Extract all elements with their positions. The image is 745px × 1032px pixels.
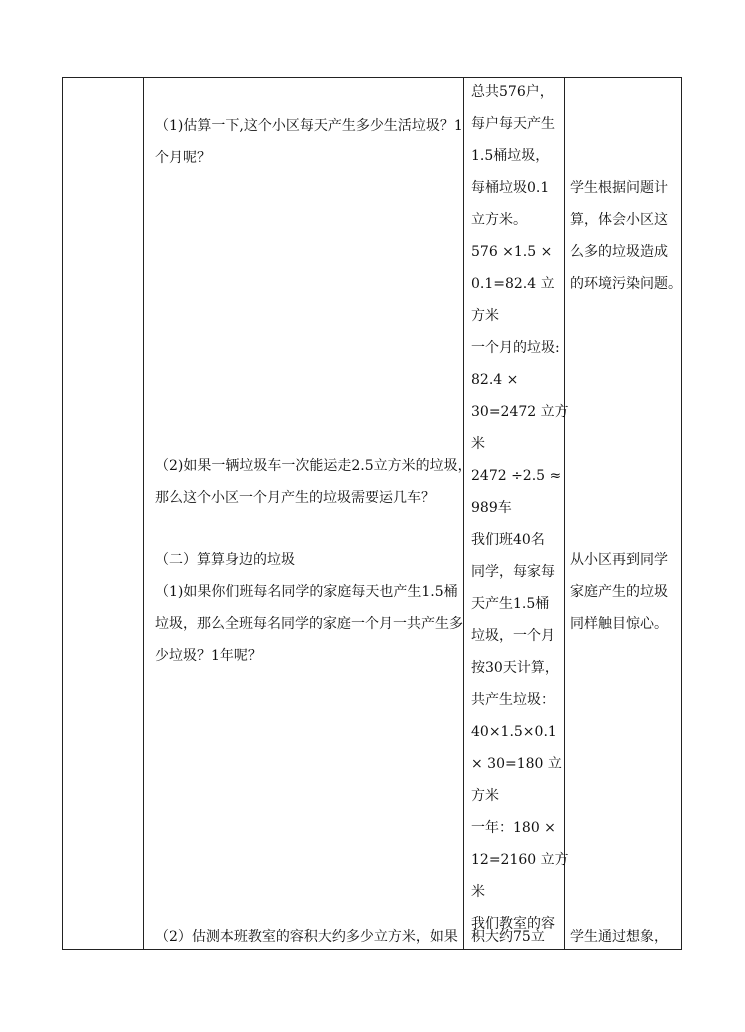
- content-line: （2)如果一辆垃圾车一次能运走2.5立方米的垃圾，: [155, 458, 472, 474]
- student-activity-cell: [463, 78, 569, 949]
- content-line: （2）估测本班教室的容积大约多少立方米，如果: [155, 929, 458, 945]
- lesson-table: [62, 77, 682, 950]
- calc-line: 立方米。: [471, 212, 527, 228]
- content-line: （1)如果你们班每名同学的家庭每天也产生1.5桶: [155, 584, 458, 600]
- note-line: 算，体会小区这: [570, 212, 668, 228]
- calc-line: 一年：180 ×: [471, 820, 556, 836]
- content-line: 那么这个小区一个月产生的垃圾需要运几车？: [155, 490, 435, 506]
- calc-line: 12=2160 立方: [471, 852, 569, 868]
- calc-line: 2472 ÷2.5 ≈: [471, 468, 562, 484]
- calc-line: 30=2472 立方: [471, 404, 569, 420]
- calc-line: 我们班40名: [471, 532, 545, 548]
- calc-line: 米: [471, 436, 485, 452]
- calc-line: 垃圾，一个月: [471, 628, 555, 644]
- calc-line: 每桶垃圾0.1: [471, 180, 550, 196]
- calc-line: 1.5桶垃圾，: [471, 148, 550, 164]
- note-line: 么多的垃圾造成: [570, 244, 668, 260]
- calc-line: 一个月的垃圾:: [471, 340, 560, 356]
- note-line: 学生通过想象，: [570, 929, 668, 945]
- content-line: 垃圾，那么全班每名同学的家庭一个月一共产生多: [155, 616, 463, 632]
- calc-line: 我们教室的容: [471, 916, 555, 932]
- note-line: 同样触目惊心。: [570, 616, 668, 632]
- content-line: 个月呢？: [155, 150, 211, 166]
- calc-line: 米: [471, 884, 485, 900]
- content-line: （1)估算一下,这个小区每天产生多少生活垃圾？1: [155, 118, 463, 134]
- note-line: 从小区再到同学: [570, 552, 668, 568]
- calc-line: 按30天计算，: [471, 660, 559, 676]
- calc-line: 总共576户，: [471, 84, 554, 100]
- calc-line: 天产生1.5桶: [471, 596, 550, 612]
- note-line: 的环境污染问题。: [570, 276, 682, 292]
- calc-line: 积大约75立: [471, 929, 545, 945]
- section-heading: （二）算算身边的垃圾: [155, 552, 295, 568]
- calc-line: 989车: [471, 500, 512, 516]
- note-line: 学生根据问题计: [570, 180, 668, 196]
- content-line: 少垃圾？1年呢？: [155, 648, 262, 664]
- calc-line: 方米: [471, 788, 499, 804]
- note-line: 家庭产生的垃圾: [570, 584, 668, 600]
- calc-line: 82.4 ×: [471, 372, 519, 388]
- calc-line: 共产生垃圾：: [471, 692, 555, 708]
- calc-line: × 30=180 立: [471, 756, 562, 772]
- calc-line: 576 ×1.5 ×: [471, 244, 553, 260]
- teaching-content-cell: [143, 78, 472, 949]
- design-intent-cell: [564, 78, 683, 949]
- calc-line: 40×1.5×0.1: [471, 724, 557, 740]
- calc-line: 每户每天产生: [471, 116, 555, 132]
- calc-line: 同学，每家每: [471, 564, 555, 580]
- calc-line: 方米: [471, 308, 499, 324]
- calc-line: 0.1=82.4 立: [471, 276, 555, 292]
